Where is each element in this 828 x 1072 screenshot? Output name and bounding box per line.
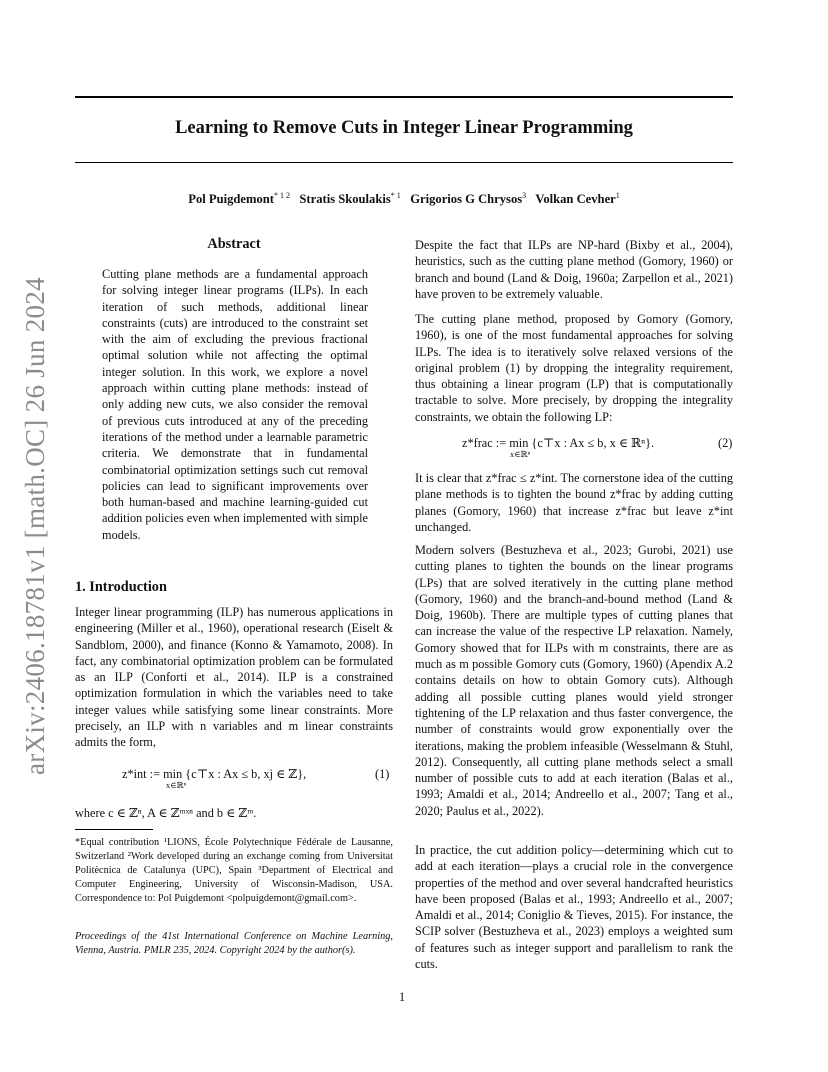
footnote-affiliations: *Equal contribution ¹LIONS, École Polytechnique Fédérale de Lausanne, Switzerland ²Work developed during an exchange coming from Universitat Politècnica de Catalunya (UPC), Spain ³Department of Electrical and Computer Engineering, University of Wisconsin-Madison, USA. Correspondence to: Pol Puigdemont <polpuigdemont@gmail.com>. bbox=[75, 837, 393, 904]
paper-title: Learning to Remove Cuts in Integer Linear Programming bbox=[175, 118, 633, 138]
right-paragraph-2: The cutting plane method, proposed by Gomory (Gomory, 1960), is one of the most fundamental approaches for solving ILPs. The idea is to iteratively solve relaxed versions of the original problem (1) by dropping the integrality requirement, thus obtaining a linear program (LP) that is computationally tractable to solve. More precisely, by dropping the integrality constraints, we obtain the following LP: bbox=[415, 312, 733, 424]
intro-paragraph-1: Integer linear programming (ILP) has numerous applications in engineering (Miller et al., 1960), operational research (Eiselt & Sandblom, 2000), and finance (Konno & Yamamoto, 2008). In fact, any combinatorial optimization problem can be formulated as an ILP (Conforti et al., 2014). ILP is a constrained optimization formulation in which the variables need to take integer values while satisfying some linear constraints. More precisely, an ILP with n variables and m linear constraints admits the form, bbox=[75, 605, 393, 750]
equation-2-body: z*frac := min {c⊤x : Ax ≤ b, x ∈ ℝⁿ}. bbox=[462, 436, 655, 450]
title-rule-top bbox=[75, 96, 733, 98]
section-heading-introduction: 1. Introduction bbox=[75, 579, 167, 595]
arxiv-identifier: arXiv:2406.18781v1 [math.OC] 26 Jun 2024 bbox=[20, 277, 50, 775]
right-paragraph-4: Modern solvers (Bestuzheva et al., 2023; Gurobi, 2021) use cutting planes to tighten the bounds on the linear programs (LPs) that are solved iteratively in the cutting plane method (Gomory, 1960) and the branch-and-bound method (Land & Doig, 1960b). There are multiple types of cutting planes that can increase the value of the respective LP relaxation. Namely, Gomory showed that for ILPs with m constraints, there are as much as m possible Gomory cuts (Gomory, 1960) (Apendix A.2 contains details on how to obtain Gomory cuts). Although adding all possible cutting planes would yield stronger tightening of the LP relaxation and thus faster convergence, the number of constraints would grow exponentially over the iterations, making the problem infeasible (Wesselmann & Stuhl, 2012). Consequently, all cutting plane methods select a small number of possible cuts to add at each iteration (Balas et al., 1993; Amaldi et al., 2014; Andreello et al., 2007; Tang et al., 2020; Paulus et al., 2022). bbox=[415, 543, 733, 818]
author-name: Stratis Skoulakis bbox=[299, 192, 391, 207]
equation-2 bbox=[462, 436, 654, 460]
page-number: 1 bbox=[399, 990, 406, 1004]
right-paragraph-1: Despite the fact that ILPs are NP-hard (Bixby et al., 2004), heuristics, such as the cutting plane method (Gomory, 1960) or branch and bound (Land & Doig, 1960a; Zarpellon et al., 2021) have proven to be extremely valuable. bbox=[415, 238, 733, 301]
author-name: Volkan Cevher bbox=[535, 192, 616, 207]
author-name: Pol Puigdemont bbox=[188, 192, 274, 207]
equation-1-number: (1) bbox=[375, 767, 390, 781]
equation-1 bbox=[122, 767, 306, 791]
equation-2-subscript: x∈ℝⁿ bbox=[510, 449, 531, 459]
right-paragraph-5: In practice, the cut addition policy—determining which cut to add at each iteration—plays a crucial role in the convergence properties of the method and over several handcrafted heuristics have been proposed (Balas et al., 1993; Andreello et al., 2007; Amaldi et al., 2014; Coniglio & Tieves, 2015). For instance, the SCIP solver (Bestuzheva et al., 2023) employs a weighted sum of features such as integer support and parallelism to rank the cuts. bbox=[415, 843, 733, 972]
abstract-heading: Abstract bbox=[207, 236, 261, 252]
abstract-text: Cutting plane methods are a fundamental approach for solving integer linear programs (ILPs). In each iteration of such methods, additional linear constraints (cuts) are introduced to the constraint set with the aim of excluding the previous fractional optimal solution while not affecting the optimal integer solution. In this work, we explore a novel approach within cutting plane methods: instead of only adding new cuts, we also consider the removal of previous cuts introduced at any of the preceding iterations of the method under a learnable parametric criteria. We demonstrate that in fundamental combinatorial optimization settings such cut removal policies can lead to significant improvements over both human-based and machine learning-guided cut addition policies even when implemented with simple models. bbox=[102, 267, 368, 542]
author-affiliation: * 1 bbox=[390, 191, 401, 200]
title-rule-bottom bbox=[75, 162, 733, 163]
right-paragraph-3: It is clear that z*frac ≤ z*int. The cornerstone idea of the cutting plane methods is to tighten the bound z*frac by adding cutting planes (Gomory, 1960) that increase z*frac but leave z*int unchanged. bbox=[415, 471, 733, 534]
equation-1-body: z*int := min {c⊤x : Ax ≤ b, xj ∈ ℤ}, bbox=[122, 767, 307, 781]
footnote-rule bbox=[75, 829, 153, 830]
author-affiliation: * 1 2 bbox=[273, 191, 290, 200]
equation-1-subscript: x∈ℝⁿ bbox=[166, 780, 187, 790]
footnote-proceedings: Proceedings of the 41st International Conference on Machine Learning, Vienna, Austria. PMLR 235, 2024. Copyright 2024 by the author(s). bbox=[75, 931, 393, 956]
author-name: Grigorios G Chrysos bbox=[410, 192, 523, 207]
author-list bbox=[75, 191, 733, 207]
equation-2-number: (2) bbox=[718, 436, 733, 450]
author-affiliation: 3 bbox=[522, 191, 527, 200]
author-affiliation: 1 bbox=[615, 191, 620, 200]
where-clause: where c ∈ ℤⁿ, A ∈ ℤᵐˣⁿ and b ∈ ℤᵐ. bbox=[75, 806, 257, 820]
